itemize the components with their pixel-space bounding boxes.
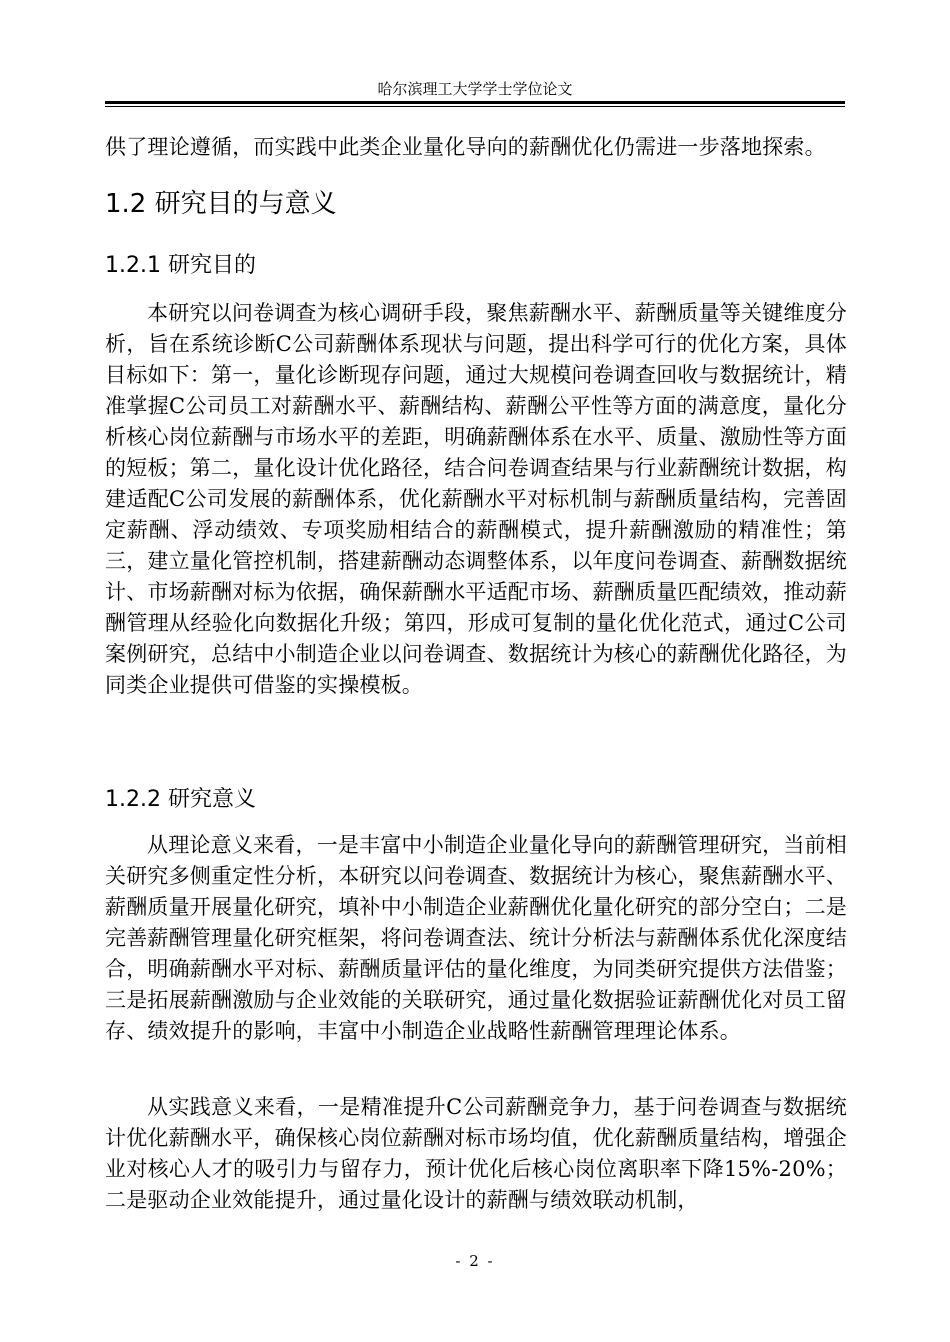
subsection-heading-objective: 1.2.1 研究目的 [105, 253, 256, 278]
running-header-title: 哈尔滨理工大学学士学位论文 [377, 80, 573, 98]
continuation-paragraph: 供了理论遵循，而实践中此类企业量化导向的薪酬优化仍需进一步落地探索。 [105, 135, 826, 159]
practical-significance-paragraph: 从实践意义来看，一是精准提升C公司薪酬竞争力，基于问卷调查与数据统计优化薪酬水平，确保核心岗位薪酬对标市场均值，优化薪酬质量结构，增强企业对核心人才的吸引力与留存力，预计优化后核心岗位离职率下降15%-20%；二是驱动企业效能提升，通过量化设计的薪酬与绩效联动机制， [105, 1095, 847, 1212]
page-number: - 2 - [455, 1252, 495, 1270]
header-rule-thin [105, 106, 845, 107]
theoretical-significance-paragraph: 从理论意义来看，一是丰富中小制造企业量化导向的薪酬管理研究，当前相关研究多侧重定性分析，本研究以问卷调查、数据统计为核心，聚焦薪酬水平、薪酬质量开展量化研究，填补中小制造企业薪酬优化量化研究的部分空白；二是完善薪酬管理量化研究框架，将问卷调查法、统计分析法与薪酬体系优化深度结合，明确薪酬水平对标、薪酬质量评估的量化维度，为同类研究提供方法借鉴；三是拓展薪酬激励与企业效能的关联研究，通过量化数据验证薪酬优化对员工留存、绩效提升的影响，丰富中小制造企业战略性薪酬管理理论体系。 [105, 833, 847, 1043]
section-heading: 1.2 研究目的与意义 [105, 189, 337, 219]
header-rule-thick [105, 101, 845, 104]
subsection-heading-significance: 1.2.2 研究意义 [105, 787, 256, 812]
objective-paragraph: 本研究以问卷调查为核心调研手段，聚焦薪酬水平、薪酬质量等关键维度分析，旨在系统诊断C公司薪酬体系现状与问题，提出科学可行的优化方案，具体目标如下：第一，量化诊断现存问题，通过大规模问卷调查回收与数据统计，精准掌握C公司员工对薪酬水平、薪酬结构、薪酬公平性等方面的满意度，量化分析核心岗位薪酬与市场水平的差距，明确薪酬体系在水平、质量、激励性等方面的短板；第二，量化设计优化路径，结合问卷调查结果与行业薪酬统计数据，构建适配C公司发展的薪酬体系，优化薪酬水平对标机制与薪酬质量结构，完善固定薪酬、浮动绩效、专项奖励相结合的薪酬模式，提升薪酬激励的精准性；第三，建立量化管控机制，搭建薪酬动态调整体系，以年度问卷调查、薪酬数据统计、市场薪酬对标为依据，确保薪酬水平适配市场、薪酬质量匹配绩效，推动薪酬管理从经验化向数据化升级；第四，形成可复制的量化优化范式，通过C公司案例研究，总结中小制造企业以问卷调查、数据统计为核心的薪酬优化路径，为同类企业提供可借鉴的实操模板。 [105, 301, 847, 697]
